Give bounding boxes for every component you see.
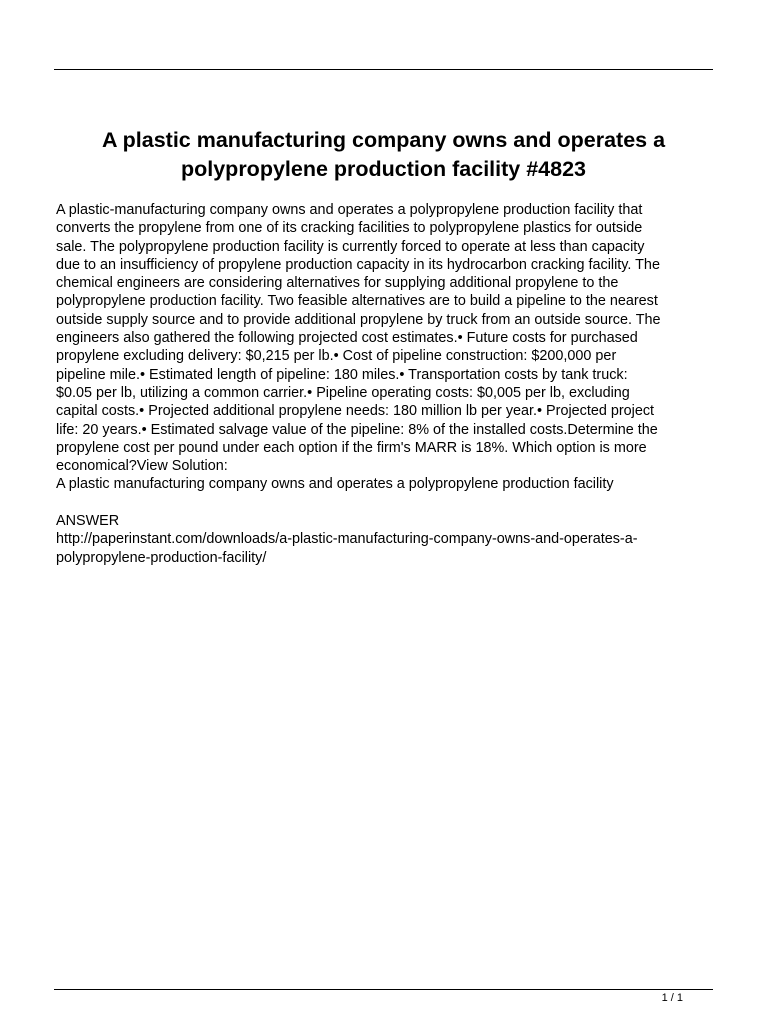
body-line: propylene cost per pound under each option if the firm's MARR is 18%. Which option is more bbox=[56, 439, 647, 456]
body-line: sale. The polypropylene production facility is currently forced to operate at less than capacity bbox=[56, 238, 645, 255]
bottom-divider bbox=[54, 989, 713, 990]
page-number: 1 / 1 bbox=[661, 992, 683, 1004]
body-line: outside supply source and to provide additional propylene by truck from an outside source. The bbox=[56, 311, 661, 328]
body-line: engineers also gathered the following projected cost estimates.• Future costs for purchased bbox=[56, 330, 638, 347]
body-line: pipeline mile.• Estimated length of pipeline: 180 miles.• Transportation costs by tank truck: bbox=[56, 366, 628, 383]
body-line: economical?View Solution: bbox=[56, 458, 228, 475]
answer-label: ANSWER bbox=[56, 513, 120, 530]
body-line: polypropylene production facility. Two feasible alternatives are to build a pipeline to the nearest bbox=[56, 293, 658, 310]
body-line: propylene excluding delivery: $0,215 per lb.• Cost of pipeline construction: $200,000 per bbox=[56, 348, 617, 365]
answer-url-line[interactable]: http://paperinstant.com/downloads/a-plastic-manufacturing-company-owns-and-operates-a- bbox=[56, 531, 638, 548]
document-body bbox=[56, 201, 718, 567]
body-line: $0.05 per lb, utilizing a common carrier.• Pipeline operating costs: $0,005 per lb, excluding bbox=[56, 384, 630, 401]
body-line: due to an insufficiency of propylene production capacity in its hydrocarbon cracking facility. The bbox=[56, 256, 660, 273]
document-title: A plastic manufacturing company owns and operates a polypropylene production facility #4823 bbox=[101, 128, 666, 181]
paragraph-spacer bbox=[56, 494, 718, 512]
body-line: capital costs.• Projected additional propylene needs: 180 million lb per year.• Projected project bbox=[56, 403, 655, 420]
top-divider bbox=[54, 69, 713, 70]
body-line: converts the propylene from one of its cracking facilities to polypropylene plastics for outside bbox=[56, 220, 643, 237]
body-line: A plastic-manufacturing company owns and operates a polypropylene production facility that bbox=[56, 202, 643, 218]
body-line: life: 20 years.• Estimated salvage value of the pipeline: 8% of the installed costs.Determine the bbox=[56, 421, 658, 438]
body-line: chemical engineers are considering alternatives for supplying additional propylene to the bbox=[56, 275, 619, 292]
answer-url-line[interactable]: polypropylene-production-facility/ bbox=[56, 549, 267, 566]
repeat-title-line: A plastic manufacturing company owns and operates a polypropylene production facility bbox=[56, 476, 614, 493]
